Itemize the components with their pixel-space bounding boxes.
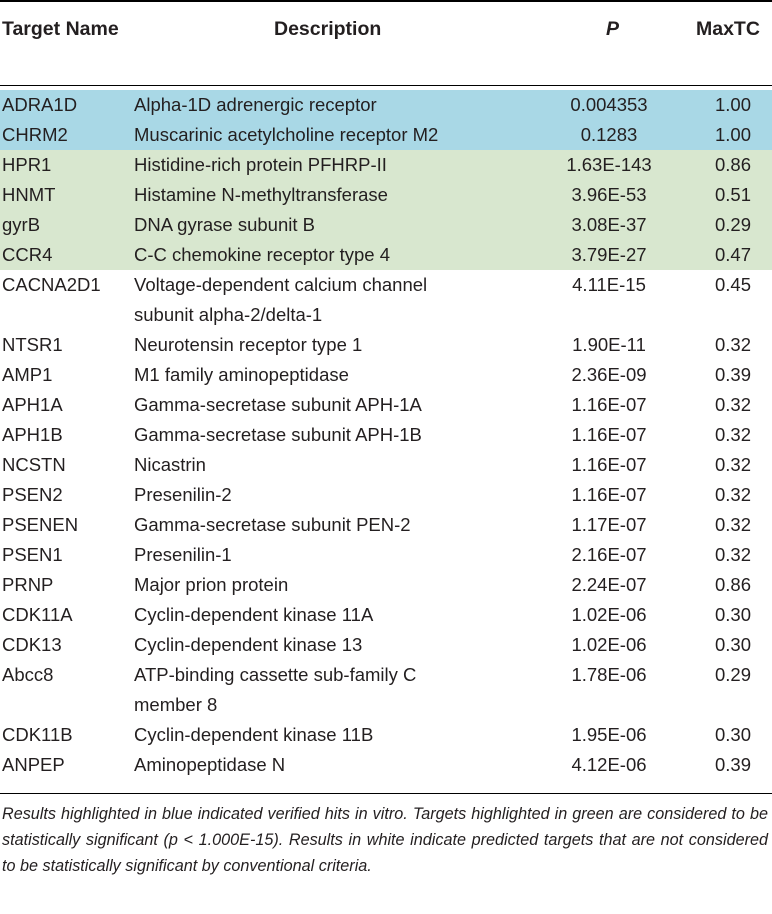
cell-target-name: ANPEP — [2, 754, 65, 775]
cell-maxtc: 1.00 — [714, 94, 751, 115]
table-row — [0, 150, 772, 180]
cell-maxtc: 0.39 — [714, 364, 751, 385]
header-p: P — [606, 18, 620, 40]
table-row — [0, 270, 772, 330]
cell-description: Muscarinic acetylcholine receptor M2 — [134, 124, 439, 145]
cell-description: Presenilin-1 — [134, 544, 232, 565]
cell-p-value: 0.004353 — [570, 94, 648, 115]
cell-description: Gamma-secretase subunit APH-1A — [134, 394, 422, 415]
cell-target-name: NCSTN — [2, 454, 66, 475]
cell-target-name: gyrB — [2, 214, 41, 235]
cell-p-value: 1.63E-143 — [566, 154, 652, 175]
table-row — [0, 660, 772, 720]
table-row — [0, 630, 772, 660]
cell-maxtc: 0.29 — [714, 214, 751, 235]
cell-target-name: CDK11B — [2, 724, 73, 745]
cell-target-name: HPR1 — [2, 154, 52, 175]
cell-p-value: 0.1283 — [580, 124, 638, 145]
cell-p-value: 2.36E-09 — [571, 364, 647, 385]
cell-maxtc: 0.32 — [714, 484, 751, 505]
table-row — [0, 240, 772, 270]
cell-description: C-C chemokine receptor type 4 — [134, 244, 391, 265]
table-body — [0, 90, 772, 780]
cell-p-value: 3.79E-27 — [571, 244, 647, 265]
cell-target-name: PSEN1 — [2, 544, 63, 565]
cell-p-value: 1.16E-07 — [571, 454, 647, 475]
table-row — [0, 480, 772, 510]
cell-maxtc: 0.30 — [714, 724, 751, 745]
table-row — [0, 210, 772, 240]
cell-description: Cyclin-dependent kinase 11B — [134, 724, 374, 745]
cell-maxtc: 0.32 — [714, 454, 751, 475]
cell-target-name: NTSR1 — [2, 334, 63, 355]
cell-description: ATP-binding cassette sub-family C member 8 — [134, 664, 417, 715]
header-rule — [0, 85, 772, 86]
cell-target-name: CACNA2D1 — [2, 274, 101, 295]
table-row — [0, 360, 772, 390]
header-description: Description — [274, 18, 382, 40]
cell-description: Histidine-rich protein PFHRP-II — [134, 154, 387, 175]
cell-target-name: AMP1 — [2, 364, 53, 385]
cell-maxtc: 0.32 — [714, 424, 751, 445]
cell-target-name: PSEN2 — [2, 484, 63, 505]
cell-maxtc: 0.32 — [714, 334, 751, 355]
cell-description: Gamma-secretase subunit APH-1B — [134, 424, 422, 445]
table-footnote: Results highlighted in blue indicated verified hits in vitro. Targets highlighted in green are considered to be statistically significant (p < 1.000E-15). Results in white indicate predicted targets that are not considered to be statistically significant by conventional criteria. — [2, 805, 768, 875]
cell-p-value: 4.12E-06 — [571, 754, 647, 775]
cell-maxtc: 0.47 — [714, 244, 751, 265]
table-row — [0, 540, 772, 570]
cell-description: Aminopeptidase N — [134, 754, 286, 775]
cell-target-name: APH1B — [2, 424, 63, 445]
cell-maxtc: 0.30 — [714, 604, 751, 625]
cell-p-value: 1.02E-06 — [571, 634, 647, 655]
cell-description: Presenilin-2 — [134, 484, 232, 505]
cell-p-value: 1.16E-07 — [571, 394, 647, 415]
cell-p-value: 1.78E-06 — [571, 664, 647, 685]
cell-description: Alpha-1D adrenergic receptor — [134, 94, 377, 115]
cell-p-value: 2.16E-07 — [571, 544, 647, 565]
cell-target-name: CHRM2 — [2, 124, 68, 145]
table-row — [0, 420, 772, 450]
cell-target-name: Abcc8 — [2, 664, 54, 685]
cell-maxtc: 0.45 — [714, 274, 751, 295]
cell-target-name: CCR4 — [2, 244, 53, 265]
cell-p-value: 1.90E-11 — [572, 334, 646, 355]
cell-maxtc: 0.30 — [714, 634, 751, 655]
table-header — [0, 2, 772, 85]
cell-description: M1 family aminopeptidase — [134, 364, 349, 385]
table-row — [0, 570, 772, 600]
table-row — [0, 510, 772, 540]
cell-target-name: PRNP — [2, 574, 54, 595]
cell-p-value: 1.16E-07 — [571, 424, 647, 445]
cell-description: DNA gyrase subunit B — [134, 214, 315, 235]
cell-p-value: 1.02E-06 — [571, 604, 647, 625]
cell-maxtc: 0.39 — [714, 754, 751, 775]
cell-target-name: CDK11A — [2, 604, 73, 625]
header-target-name: Target Name — [2, 18, 119, 40]
table-row — [0, 90, 772, 120]
cell-description: Major prion protein — [134, 574, 289, 595]
cell-maxtc: 0.32 — [714, 394, 751, 415]
table-row — [0, 450, 772, 480]
table-row — [0, 330, 772, 360]
cell-p-value: 3.08E-37 — [571, 214, 647, 235]
cell-p-value: 2.24E-07 — [571, 574, 647, 595]
table-row — [0, 600, 772, 630]
table-row — [0, 180, 772, 210]
header-maxtc: MaxTC — [696, 18, 760, 40]
cell-target-name: HNMT — [2, 184, 56, 205]
cell-description: Gamma-secretase subunit PEN-2 — [134, 514, 411, 535]
cell-p-value: 1.16E-07 — [571, 484, 647, 505]
cell-maxtc: 1.00 — [714, 124, 751, 145]
cell-p-value: 1.17E-07 — [571, 514, 647, 535]
cell-description: Histamine N-methyltransferase — [134, 184, 388, 205]
cell-description: Voltage-dependent calcium channel subunit alpha-2/delta-1 — [134, 274, 428, 325]
table-row — [0, 120, 772, 150]
cell-maxtc: 0.32 — [714, 514, 751, 535]
cell-description: Cyclin-dependent kinase 13 — [134, 634, 363, 655]
cell-description: Cyclin-dependent kinase 11A — [134, 604, 374, 625]
table-row — [0, 390, 772, 420]
table-row — [0, 720, 772, 750]
cell-p-value: 4.11E-15 — [572, 274, 646, 295]
bottom-rule — [0, 793, 772, 794]
cell-target-name: PSENEN — [2, 514, 79, 535]
cell-target-name: APH1A — [2, 394, 63, 415]
table-row — [0, 750, 772, 780]
cell-maxtc: 0.32 — [714, 544, 751, 565]
cell-description: Nicastrin — [134, 454, 206, 475]
cell-description: Neurotensin receptor type 1 — [134, 334, 363, 355]
cell-maxtc: 0.86 — [714, 154, 751, 175]
cell-p-value: 1.95E-06 — [571, 724, 647, 745]
cell-target-name: CDK13 — [2, 634, 62, 655]
cell-target-name: ADRA1D — [2, 94, 78, 115]
cell-maxtc: 0.86 — [714, 574, 751, 595]
cell-p-value: 3.96E-53 — [571, 184, 647, 205]
cell-maxtc: 0.51 — [714, 184, 751, 205]
cell-maxtc: 0.29 — [714, 664, 751, 685]
